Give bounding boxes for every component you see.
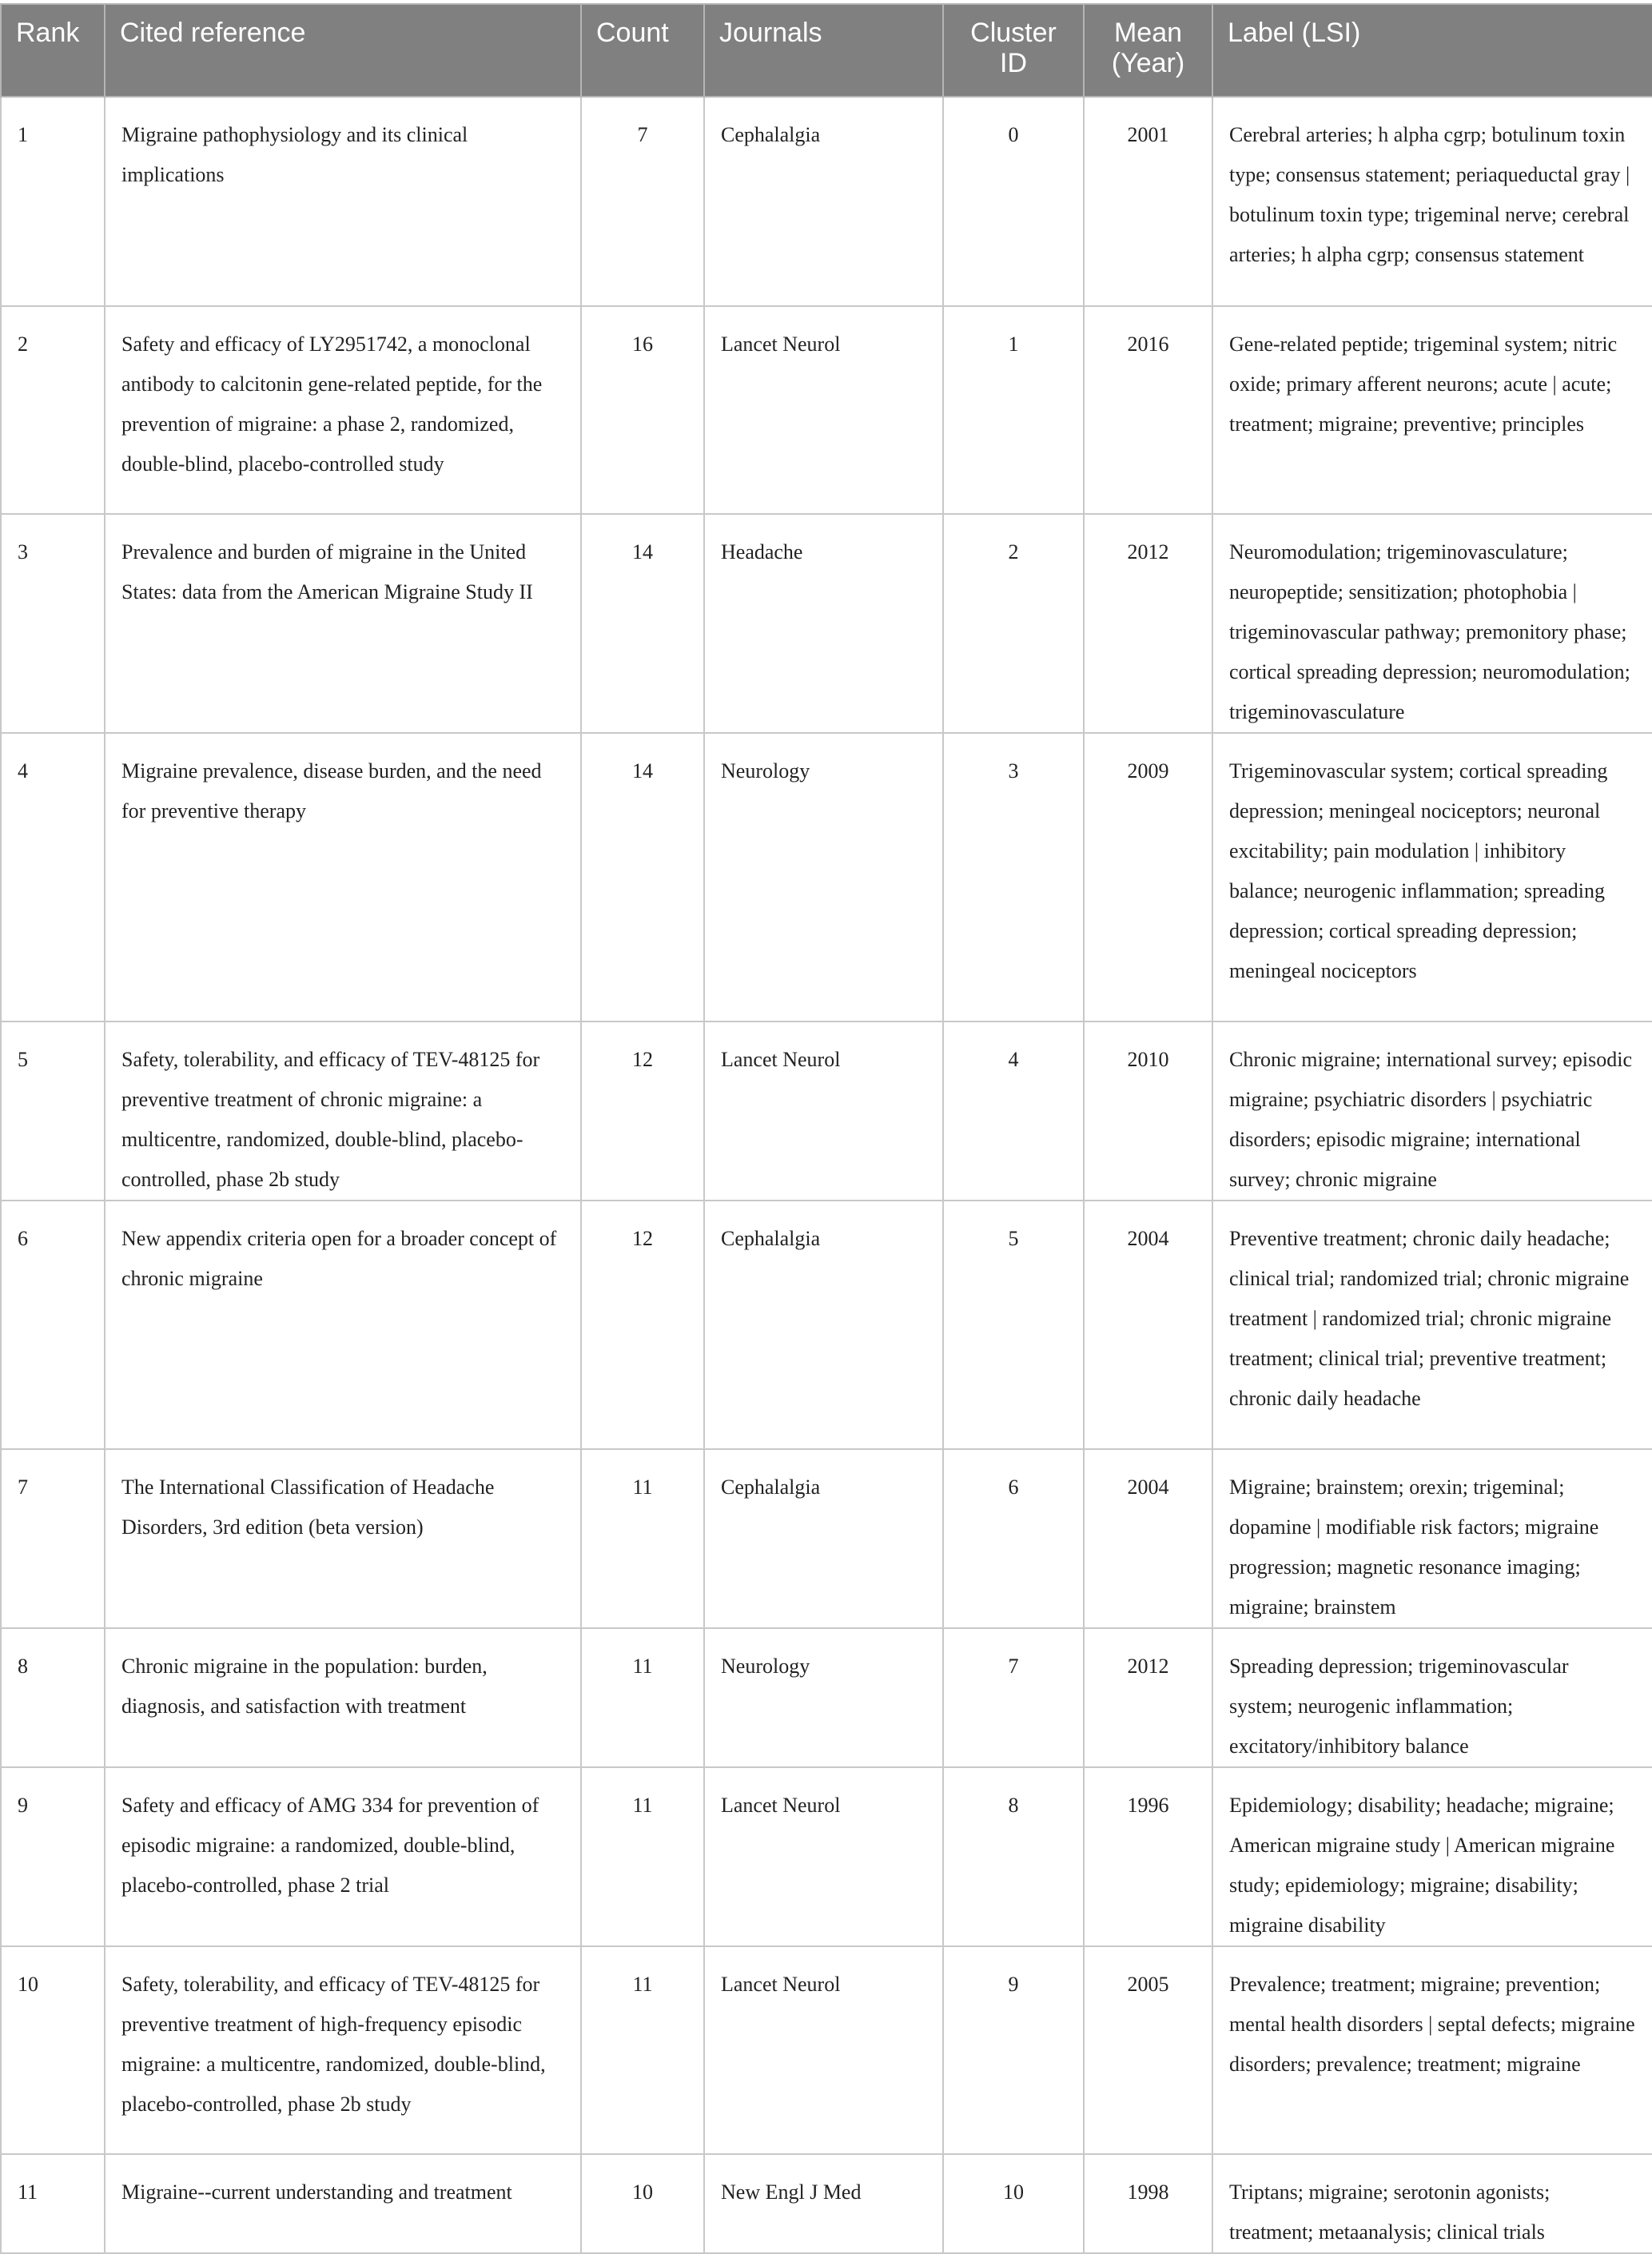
cited-reference-cell: Migraine prevalence, disease burden, and the need for preventive therapy — [105, 733, 581, 1021]
header-mean-year: Mean (Year) — [1084, 4, 1212, 97]
count-cell: 7 — [581, 97, 704, 306]
cluster-id-cell: 2 — [943, 514, 1084, 733]
cluster-id-cell: 5 — [943, 1201, 1084, 1449]
count-cell: 11 — [581, 1767, 704, 1946]
table-row — [1, 1021, 1652, 1201]
cited-reference-cell: Prevalence and burden of migraine in the United States: data from the American Migraine Study II — [105, 514, 581, 733]
label-lsi-cell: Triptans; migraine; serotonin agonists; treatment; metaanalysis; clinical trials — [1212, 2154, 1652, 2253]
cluster-id-cell: 3 — [943, 733, 1084, 1021]
count-cell: 16 — [581, 306, 704, 514]
mean-year-cell: 2016 — [1084, 306, 1212, 514]
mean-year-cell: 1998 — [1084, 2154, 1212, 2253]
mean-year-cell: 1996 — [1084, 1767, 1212, 1946]
label-lsi-cell: Chronic migraine; international survey; episodic migraine; psychiatric disorders | psychiatric disorders; episodic migraine; international survey; chronic migraine — [1212, 1021, 1652, 1201]
mean-year-cell: 2010 — [1084, 1021, 1212, 1201]
rank-cell: 11 — [1, 2154, 105, 2253]
rank-cell: 4 — [1, 733, 105, 1021]
mean-year-cell: 2009 — [1084, 733, 1212, 1021]
mean-year-cell: 2012 — [1084, 514, 1212, 733]
header-cited-reference: Cited reference — [105, 4, 581, 97]
table-row — [1, 733, 1652, 1021]
count-cell: 11 — [581, 1628, 704, 1767]
table-row — [1, 1201, 1652, 1449]
journal-cell: Neurology — [704, 733, 943, 1021]
journal-cell: Lancet Neurol — [704, 1021, 943, 1201]
journal-cell: Cephalalgia — [704, 97, 943, 306]
rank-cell: 10 — [1, 1946, 105, 2154]
journal-cell: Headache — [704, 514, 943, 733]
cluster-id-cell: 0 — [943, 97, 1084, 306]
table-row — [1, 1628, 1652, 1767]
table-row — [1, 514, 1652, 733]
table-row — [1, 2154, 1652, 2253]
rank-cell: 7 — [1, 1449, 105, 1628]
cited-reference-cell: New appendix criteria open for a broader concept of chronic migraine — [105, 1201, 581, 1449]
journal-cell: Neurology — [704, 1628, 943, 1767]
mean-year-cell: 2001 — [1084, 97, 1212, 306]
label-lsi-cell: Neuromodulation; trigeminovasculature; neuropeptide; sensitization; photophobia | trigeminovascular pathway; premonitory phase; cortical spreading depression; neuromodulation; trigeminovasculature — [1212, 514, 1652, 733]
header-journals: Journals — [704, 4, 943, 97]
count-cell: 14 — [581, 514, 704, 733]
rank-cell: 6 — [1, 1201, 105, 1449]
cluster-id-cell: 8 — [943, 1767, 1084, 1946]
journal-cell: Cephalalgia — [704, 1449, 943, 1628]
count-cell: 10 — [581, 2154, 704, 2253]
table-row — [1, 306, 1652, 514]
cited-reference-cell: Migraine pathophysiology and its clinical implications — [105, 97, 581, 306]
cited-references-table — [0, 3, 1652, 2254]
cluster-id-cell: 10 — [943, 2154, 1084, 2253]
header-row — [1, 4, 1652, 97]
label-lsi-cell: Cerebral arteries; h alpha cgrp; botulinum toxin type; consensus statement; periaqueductal gray | botulinum toxin type; trigeminal nerve; cerebral arteries; h alpha cgrp; consensus statement — [1212, 97, 1652, 306]
header-label-lsi: Label (LSI) — [1212, 4, 1652, 97]
rank-cell: 3 — [1, 514, 105, 733]
rank-cell: 8 — [1, 1628, 105, 1767]
cited-reference-cell: Safety and efficacy of AMG 334 for prevention of episodic migraine: a randomized, double-blind, placebo-controlled, phase 2 trial — [105, 1767, 581, 1946]
cited-reference-cell: Migraine--current understanding and treatment — [105, 2154, 581, 2253]
cluster-id-cell: 9 — [943, 1946, 1084, 2154]
rank-cell: 9 — [1, 1767, 105, 1946]
cited-reference-cell: The International Classification of Headache Disorders, 3rd edition (beta version) — [105, 1449, 581, 1628]
label-lsi-cell: Prevalence; treatment; migraine; prevention; mental health disorders | septal defects; migraine disorders; prevalence; treatment; migraine — [1212, 1946, 1652, 2154]
cluster-id-cell: 4 — [943, 1021, 1084, 1201]
cited-reference-cell: Safety, tolerability, and efficacy of TEV-48125 for preventive treatment of chronic migraine: a multicentre, randomized, double-blind, placebo-controlled, phase 2b study — [105, 1021, 581, 1201]
label-lsi-cell: Spreading depression; trigeminovascular system; neurogenic inflammation; excitatory/inhibitory balance — [1212, 1628, 1652, 1767]
count-cell: 11 — [581, 1449, 704, 1628]
rank-cell: 1 — [1, 97, 105, 306]
journal-cell: Lancet Neurol — [704, 1946, 943, 2154]
label-lsi-cell: Migraine; brainstem; orexin; trigeminal; dopamine | modifiable risk factors; migraine progression; magnetic resonance imaging; migraine; brainstem — [1212, 1449, 1652, 1628]
rank-cell: 2 — [1, 306, 105, 514]
rank-cell: 5 — [1, 1021, 105, 1201]
label-lsi-cell: Trigeminovascular system; cortical spreading depression; meningeal nociceptors; neuronal excitability; pain modulation | inhibitory balance; neurogenic inflammation; spreading depression; cortical spreading depression; meningeal nociceptors — [1212, 733, 1652, 1021]
cited-reference-cell: Safety and efficacy of LY2951742, a monoclonal antibody to calcitonin gene-related peptide, for the prevention of migraine: a phase 2, randomized, double-blind, placebo-controlled study — [105, 306, 581, 514]
header-rank: Rank — [1, 4, 105, 97]
cluster-id-cell: 6 — [943, 1449, 1084, 1628]
label-lsi-cell: Epidemiology; disability; headache; migraine; American migraine study | American migraine study; epidemiology; migraine; disability; migraine disability — [1212, 1767, 1652, 1946]
cluster-id-cell: 7 — [943, 1628, 1084, 1767]
journal-cell: Lancet Neurol — [704, 1767, 943, 1946]
count-cell: 14 — [581, 733, 704, 1021]
label-lsi-cell: Gene-related peptide; trigeminal system; nitric oxide; primary afferent neurons; acute | acute; treatment; migraine; preventive; principles — [1212, 306, 1652, 514]
journal-cell: Lancet Neurol — [704, 306, 943, 514]
count-cell: 11 — [581, 1946, 704, 2154]
mean-year-cell: 2004 — [1084, 1201, 1212, 1449]
cited-reference-cell: Chronic migraine in the population: burden, diagnosis, and satisfaction with treatment — [105, 1628, 581, 1767]
table-row — [1, 1449, 1652, 1628]
mean-year-cell: 2004 — [1084, 1449, 1212, 1628]
journal-cell: Cephalalgia — [704, 1201, 943, 1449]
label-lsi-cell: Preventive treatment; chronic daily headache; clinical trial; randomized trial; chronic migraine treatment | randomized trial; chronic migraine treatment; clinical trial; preventive treatment; chronic daily headache — [1212, 1201, 1652, 1449]
table-row — [1, 1946, 1652, 2154]
header-count: Count — [581, 4, 704, 97]
table-row — [1, 1767, 1652, 1946]
mean-year-cell: 2005 — [1084, 1946, 1212, 2154]
count-cell: 12 — [581, 1201, 704, 1449]
mean-year-cell: 2012 — [1084, 1628, 1212, 1767]
cited-reference-cell: Safety, tolerability, and efficacy of TEV-48125 for preventive treatment of high-frequency episodic migraine: a multicentre, randomized, double-blind, placebo-controlled, phase 2b study — [105, 1946, 581, 2154]
header-cluster-id: Cluster ID — [943, 4, 1084, 97]
table-row — [1, 97, 1652, 306]
journal-cell: New Engl J Med — [704, 2154, 943, 2253]
count-cell: 12 — [581, 1021, 704, 1201]
cluster-id-cell: 1 — [943, 306, 1084, 514]
